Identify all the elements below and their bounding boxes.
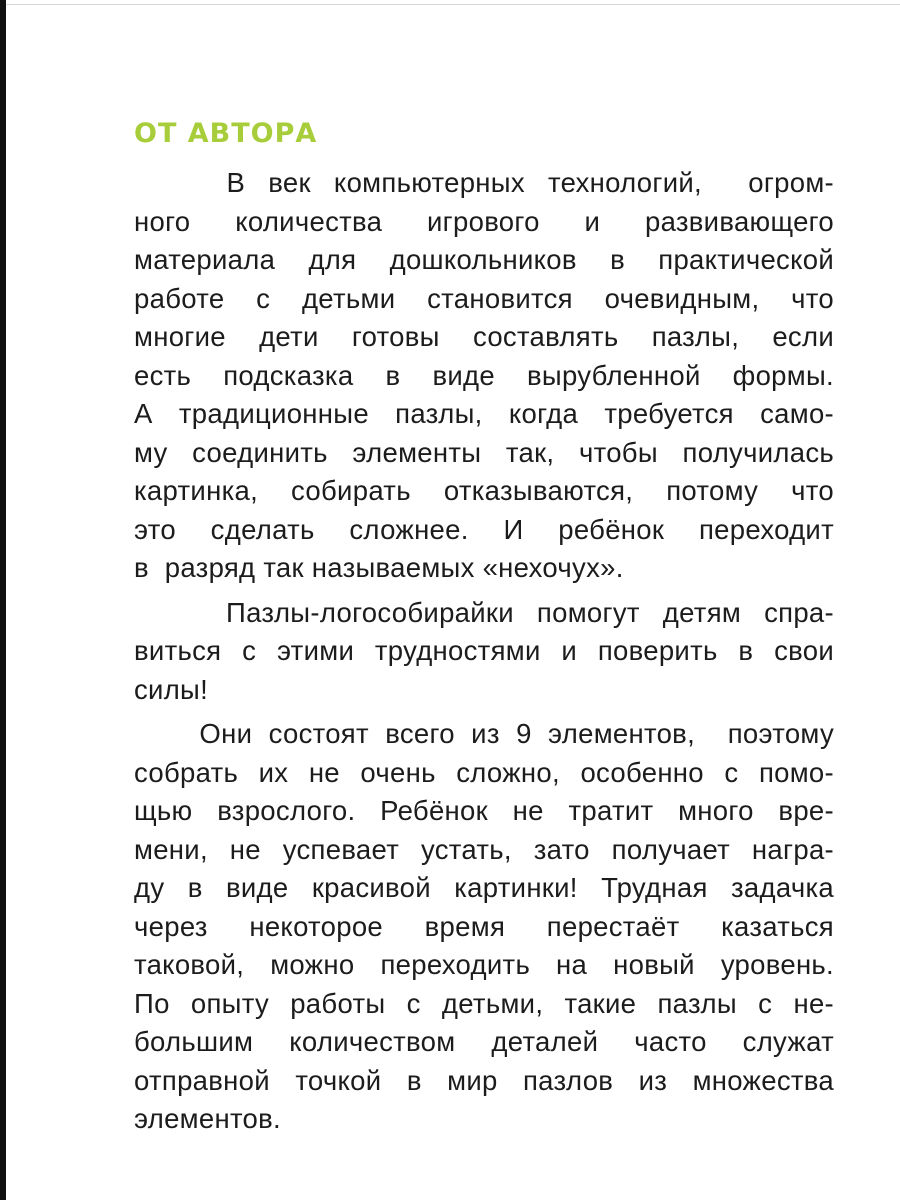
- text-line: По опыту работы с детьми, такие пазлы с не-: [134, 987, 834, 1019]
- text-line: большим количеством деталей часто служат: [134, 1026, 834, 1057]
- text-line: мени, не успевает устать, зато получает награ-: [134, 833, 834, 865]
- top-divider: [0, 4, 900, 5]
- text-line: материала для дошкольников в практической: [134, 244, 834, 275]
- text-line: отправной точкой в мир пазлов из множества: [134, 1064, 834, 1096]
- text-line: таковой, можно переходить на новый уровень.: [134, 949, 834, 980]
- text-line: элементов.: [134, 1103, 281, 1134]
- text-line: через некоторое время перестаёт казаться: [134, 910, 834, 942]
- paragraph-3: [134, 715, 834, 1139]
- text-line: виться с этими трудностями и поверить в свои: [134, 635, 834, 666]
- paragraph-2: [134, 594, 834, 710]
- text-line: многие дети готовы составлять пазлы, если: [134, 321, 834, 352]
- text-line: работе с детьми становится очевидным, что: [134, 282, 834, 314]
- text-line: Пазлы-логособирайки помогут детям спра-: [134, 596, 834, 628]
- text-line: Они состоят всего из 9 элементов, поэтому: [134, 718, 834, 749]
- paragraph-1: [134, 164, 834, 588]
- section-heading: ОТ АВТОРА: [134, 118, 318, 149]
- text-line: есть подсказка в виде вырубленной формы.: [134, 359, 834, 391]
- text-line: щью взрослого. Ребёнок не тратит много вре-: [134, 795, 834, 826]
- article-content: [134, 112, 834, 1145]
- text-line: му соединить элементы так, чтобы получилась: [134, 436, 834, 468]
- text-line: ного количества игрового и развивающего: [134, 205, 834, 237]
- text-line: В век компьютерных технологий, огром-: [134, 167, 834, 198]
- left-page-edge: [0, 0, 6, 1200]
- text-line: в разряд так называемых «нехочух».: [134, 552, 624, 583]
- text-line: собрать их не очень сложно, особенно с помо-: [134, 756, 834, 788]
- text-line: А традиционные пазлы, когда требуется само-: [134, 398, 834, 429]
- text-line: картинка, собирать отказываются, потому что: [134, 475, 834, 506]
- text-line: это сделать сложнее. И ребёнок переходит: [134, 513, 834, 545]
- text-line: ду в виде красивой картинки! Трудная задачка: [134, 872, 834, 903]
- text-line: силы!: [134, 673, 209, 705]
